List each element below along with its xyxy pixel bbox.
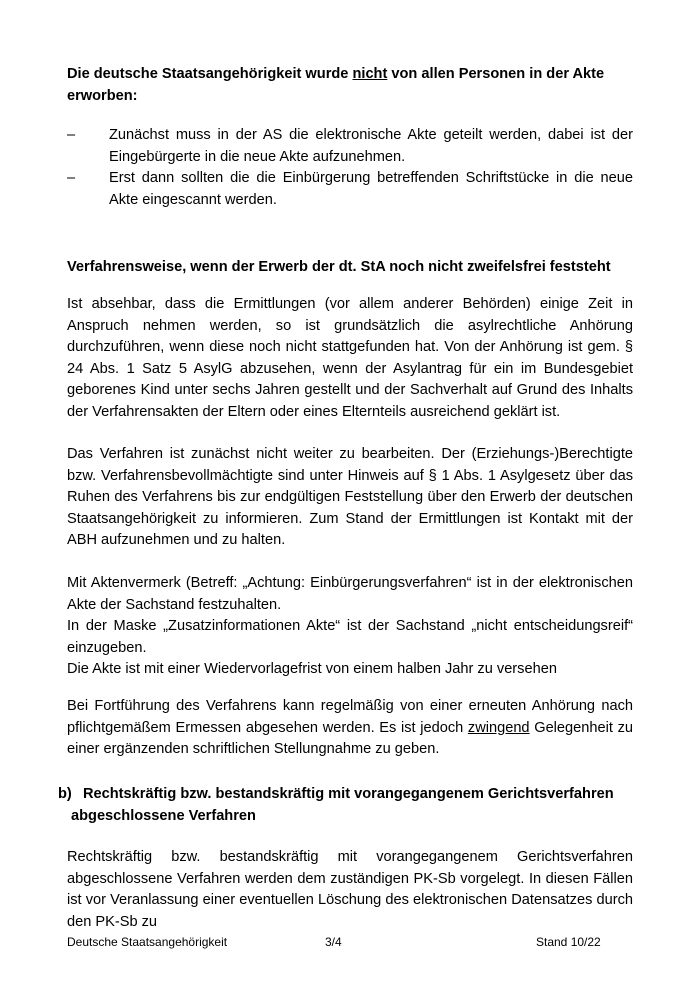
- paragraph-text-end: Gelegenheit zu einer ergänzenden schriftlichen Stellungnahme zu geben.: [67, 719, 633, 757]
- section-label: b): [58, 786, 72, 802]
- paragraph-court-proceedings: Rechtskräftig bzw. bestandskräftig mit vorangegangenem Gerichtsverfahren abgeschlossene Verfahren werden dem zuständigen PK-Sb vorgelegt. In diesen Fällen ist vor Veranlassung einer eventuellen Löschung des elektronischen Datensatzes durch den PK-Sb zu: [67, 849, 633, 930]
- list-item-text: Erst dann sollten die die Einbürgerung betreffenden Schriftstücke in die neue Akte eingescannt werden.: [109, 170, 633, 208]
- paragraph-emphasis: zwingend: [467, 719, 530, 736]
- section-heading-b: [58, 784, 638, 827]
- paragraph-continuation: [67, 696, 633, 761]
- footer-version: Stand 10/22: [536, 935, 601, 949]
- heading-text-end: von allen Personen in der Akte erworben:: [67, 66, 605, 104]
- paragraph-hearing: Ist absehbar, dass die Ermittlungen (vor allem anderer Behörden) einige Zeit in Anspruch nehmen werden, so ist grundsätzlich die asylrechtliche Anhörung durchzuführen, wenn diese noch nicht stattgefunden hat. Von der Anhörung ist gem. § 24 Abs. 1 Satz 5 AsylG abzusehen, wenn der Asylantrag für ein im Bundesgebiet geborenes Kind unter sechs Jahren gestellt und der Sachverhalt auf Grund des Inhalts der Verfahrensakten der Eltern oder eines Elternteils ausreichend geklärt ist.: [67, 296, 633, 420]
- paragraph-suspension: Das Verfahren ist zunächst nicht weiter zu bearbeiten. Der (Erziehungs-)Berechtigte bzw. Verfahrensbevollmächtigte sind unter Hinweis auf § 1 Abs. 1 Asylgesetz über das Ruhen des Verfahrens bis zur endgültigen Feststellung über den Erwerb der deutschen Staatsangehörigkeit zu informieren. Zum Stand der Ermittlungen ist Kontakt mit der ABH aufzunehmen und zu halten.: [67, 446, 633, 548]
- paragraph-file-note: [67, 573, 633, 681]
- heading-text-start: Die deutsche Staatsangehörigkeit wurde: [67, 66, 353, 82]
- list-item-text: Zunächst muss in der AS die elektronische Akte geteilt werden, dabei ist der Eingebürgerte in die neue Akte aufzunehmen.: [109, 127, 633, 165]
- dash-bullet-icon: –: [67, 170, 76, 186]
- dash-bullet-icon: –: [67, 127, 76, 143]
- list-item: [67, 168, 633, 211]
- footer-page-number: 3/4: [325, 935, 342, 949]
- file-note-line: In der Maske „Zusatzinformationen Akte“ ist der Sachstand „nicht entscheidungsreif“ einzugeben.: [67, 618, 633, 656]
- section-heading-text-wrap: [71, 784, 638, 827]
- heading-procedure: Verfahrensweise, wenn der Erwerb der dt. StA noch nicht zweifelsfrei feststeht: [67, 259, 611, 275]
- footer-title: Deutsche Staatsangehörigkeit: [67, 935, 228, 949]
- file-note-line: Die Akte ist mit einer Wiedervorlagefrist von einem halben Jahr zu versehen: [67, 661, 557, 677]
- file-note-line: Mit Aktenvermerk (Betreff: „Achtung: Einbürgerungsverfahren“ ist in der elektronischen Akte der Sachstand festzuhalten.: [67, 575, 633, 613]
- heading-emphasis: nicht: [352, 66, 388, 82]
- list-item: [67, 125, 633, 168]
- heading-not-all-acquired: [67, 64, 633, 107]
- paragraph-text-start: Bei Fortführung des Verfahrens kann regelmäßig von einer erneuten Anhörung nach pflichtgemäßem Ermessen abgesehen werden. Es ist jedoch: [67, 698, 633, 736]
- section-heading-text: Rechtskräftig bzw. bestandskräftig mit vorangegangenem Gerichtsverfahren abgeschlossene Verfahren: [71, 786, 614, 824]
